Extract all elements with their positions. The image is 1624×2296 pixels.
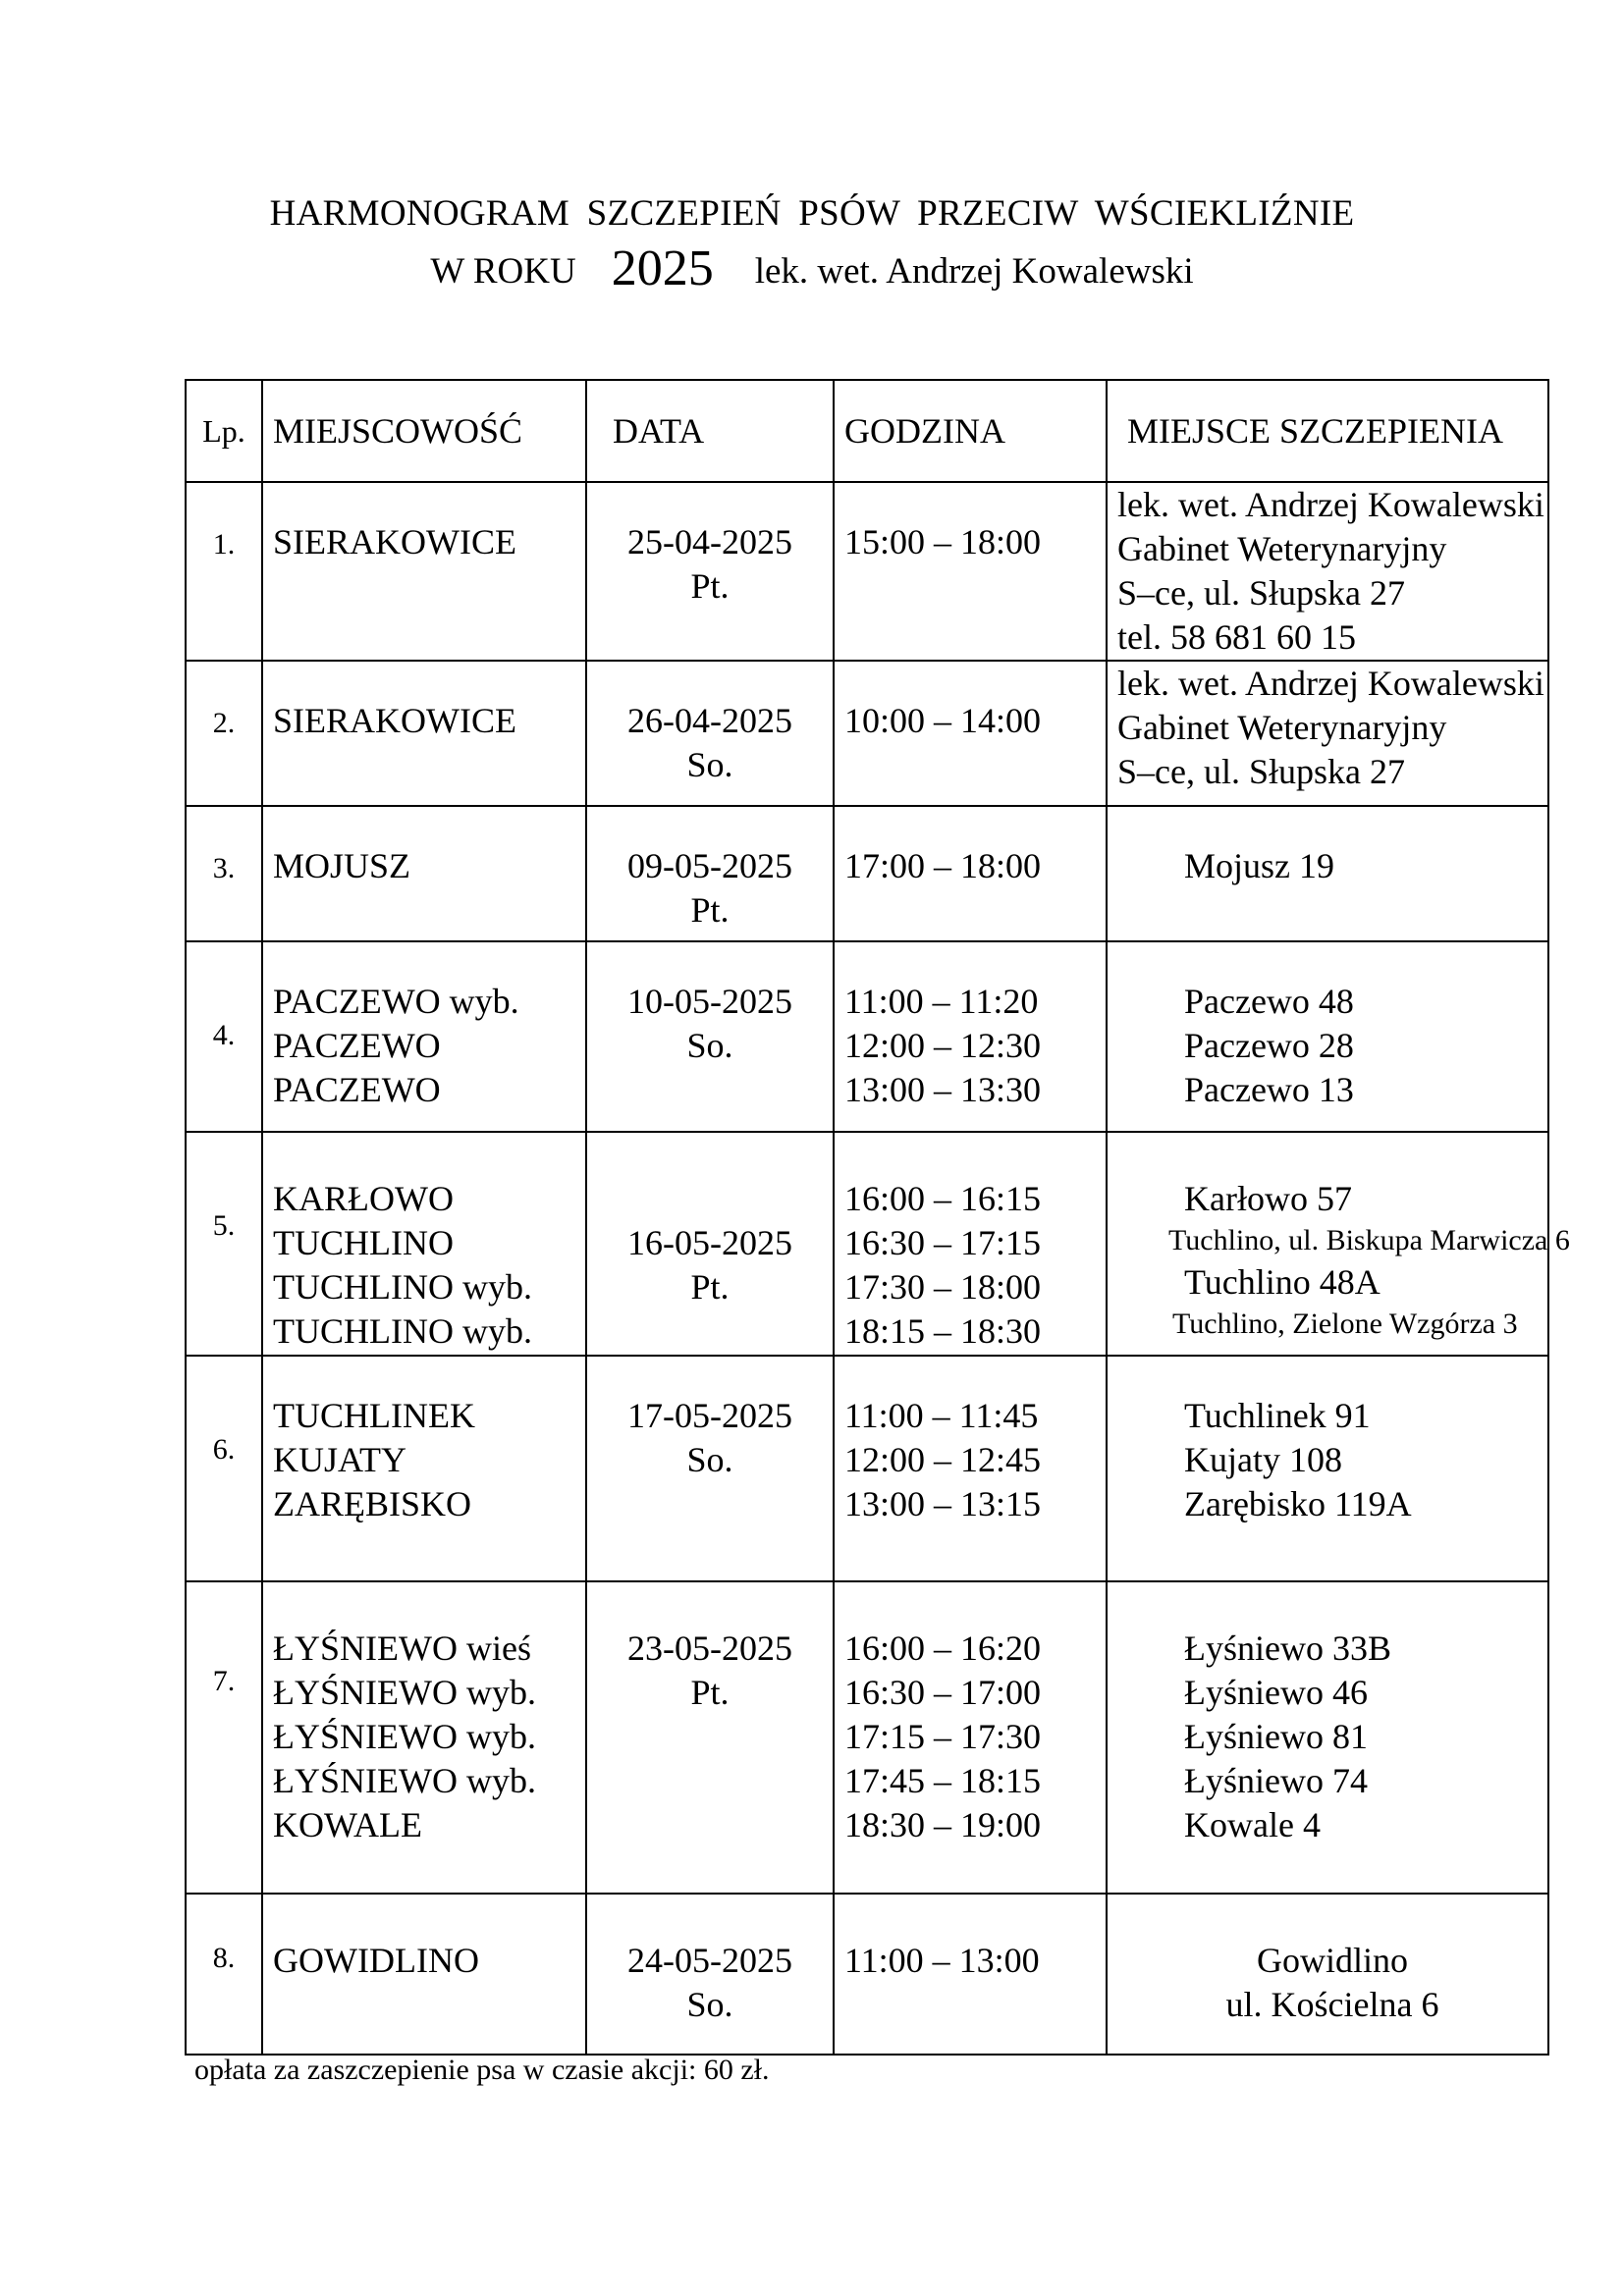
date-value: 25-04-2025 bbox=[627, 522, 792, 561]
table-row bbox=[186, 1581, 1548, 1894]
date-value: 23-05-2025 bbox=[627, 1629, 792, 1668]
fee-note: opłata za zaszczepienie psa w czasie akcji: 60 zł. bbox=[194, 2054, 770, 2086]
time-slot: 17:30 – 18:00 bbox=[844, 1267, 1042, 1307]
row-locations bbox=[262, 482, 586, 661]
year-prefix: W ROKU bbox=[430, 251, 576, 292]
row-places bbox=[1107, 1356, 1548, 1581]
location-name: PACZEWO bbox=[273, 1070, 441, 1109]
location-name: TUCHLINO wyb. bbox=[273, 1267, 532, 1307]
place-name: lek. wet. Andrzej Kowalewski bbox=[1117, 485, 1544, 524]
day-value: Pt. bbox=[690, 1673, 730, 1712]
date-value: 09-05-2025 bbox=[627, 846, 792, 885]
row-locations bbox=[262, 806, 586, 941]
place-name: Karłowo 57 bbox=[1184, 1179, 1352, 1218]
row-places bbox=[1107, 661, 1548, 806]
row-date bbox=[586, 1356, 834, 1581]
table-row bbox=[186, 1894, 1548, 2055]
time-slot: 17:00 – 18:00 bbox=[844, 846, 1042, 885]
time-slot: 13:00 – 13:30 bbox=[844, 1070, 1042, 1109]
row-locations bbox=[262, 1581, 586, 1894]
location-name: ŁYŚNIEWO wyb. bbox=[273, 1673, 536, 1712]
row-number: 7. bbox=[186, 1581, 262, 1894]
row-locations bbox=[262, 1356, 586, 1581]
table-row bbox=[186, 1132, 1548, 1356]
row-places bbox=[1107, 806, 1548, 941]
location-name: SIERAKOWICE bbox=[273, 522, 516, 561]
place-name: Tuchlinek 91 bbox=[1184, 1396, 1371, 1435]
location-name: ŁYŚNIEWO wyb. bbox=[273, 1717, 536, 1756]
location-name: GOWIDLINO bbox=[273, 1941, 479, 1980]
row-times bbox=[834, 1581, 1107, 1894]
place-name: Paczewo 48 bbox=[1184, 982, 1354, 1021]
row-date bbox=[586, 661, 834, 806]
location-name: ZARĘBISKO bbox=[273, 1484, 472, 1523]
row-number: 5. bbox=[186, 1132, 262, 1356]
column-header-location: MIEJSCOWOŚĆ bbox=[262, 380, 586, 482]
day-value: Pt. bbox=[690, 1267, 730, 1307]
place-name: Tuchlino 48A bbox=[1184, 1262, 1380, 1302]
place-name: Zarębisko 119A bbox=[1184, 1484, 1412, 1523]
row-times bbox=[834, 1132, 1107, 1356]
row-places bbox=[1107, 1581, 1548, 1894]
date-value: 26-04-2025 bbox=[627, 701, 792, 740]
location-name: ŁYŚNIEWO wieś bbox=[273, 1629, 531, 1668]
time-slot: 17:15 – 17:30 bbox=[844, 1717, 1042, 1756]
row-number: 2. bbox=[186, 661, 262, 806]
time-slot: 16:00 – 16:15 bbox=[844, 1179, 1042, 1218]
place-name: Kowale 4 bbox=[1184, 1805, 1321, 1844]
row-date bbox=[586, 806, 834, 941]
place-name: Gowidlino bbox=[1256, 1941, 1408, 1980]
place-name: Łyśniewo 33B bbox=[1184, 1629, 1391, 1668]
row-date bbox=[586, 941, 834, 1132]
day-value: Pt. bbox=[690, 566, 730, 606]
place-name: ul. Kościelna 6 bbox=[1225, 1985, 1439, 2024]
time-slot: 18:30 – 19:00 bbox=[844, 1805, 1042, 1844]
row-number: 4. bbox=[186, 941, 262, 1132]
time-slot: 16:00 – 16:20 bbox=[844, 1629, 1042, 1668]
time-slot: 15:00 – 18:00 bbox=[844, 522, 1042, 561]
time-slot: 11:00 – 11:20 bbox=[844, 982, 1039, 1021]
row-locations bbox=[262, 1132, 586, 1356]
place-name: tel. 58 681 60 15 bbox=[1117, 617, 1356, 657]
location-name: TUCHLINO wyb. bbox=[273, 1311, 532, 1351]
place-name: S–ce, ul. Słupska 27 bbox=[1117, 573, 1405, 613]
row-times bbox=[834, 941, 1107, 1132]
row-number: 8. bbox=[186, 1894, 262, 2055]
place-name: Łyśniewo 74 bbox=[1184, 1761, 1368, 1800]
column-header-lp: Lp. bbox=[186, 380, 262, 482]
row-number: 6. bbox=[186, 1356, 262, 1581]
document-title: HARMONOGRAM SZCZEPIEŃ PSÓW PRZECIW WŚCIEKLIŹNIE bbox=[269, 193, 1355, 234]
row-locations bbox=[262, 941, 586, 1132]
row-number: 3. bbox=[186, 806, 262, 941]
row-places bbox=[1107, 1132, 1570, 1356]
location-name: KUJATY bbox=[273, 1440, 407, 1479]
time-slot: 12:00 – 12:30 bbox=[844, 1026, 1042, 1065]
location-name: KOWALE bbox=[273, 1805, 422, 1844]
place-name: Tuchlino, ul. Biskupa Marwicza 6 bbox=[1168, 1224, 1570, 1256]
column-header-place: MIEJSCE SZCZEPIENIA bbox=[1107, 380, 1548, 482]
document-subtitle bbox=[0, 240, 1624, 297]
row-number: 1. bbox=[186, 482, 262, 661]
place-name: Łyśniewo 46 bbox=[1184, 1673, 1368, 1712]
location-name: PACZEWO wyb. bbox=[273, 982, 519, 1021]
place-name: Paczewo 13 bbox=[1184, 1070, 1354, 1109]
day-value: So. bbox=[686, 745, 733, 784]
date-value: 17-05-2025 bbox=[627, 1396, 792, 1435]
place-name: S–ce, ul. Słupska 27 bbox=[1117, 752, 1405, 791]
vaccination-schedule-table bbox=[185, 379, 1570, 2056]
place-name: Gabinet Weterynaryjny bbox=[1117, 708, 1447, 747]
row-times bbox=[834, 1356, 1107, 1581]
table-row bbox=[186, 941, 1548, 1132]
doctor-name: lek. wet. Andrzej Kowalewski bbox=[754, 251, 1194, 292]
location-name: KARŁOWO bbox=[273, 1179, 454, 1218]
day-value: Pt. bbox=[690, 890, 730, 930]
time-slot: 18:15 – 18:30 bbox=[844, 1311, 1042, 1351]
time-slot: 11:00 – 11:45 bbox=[844, 1396, 1039, 1435]
time-slot: 13:00 – 13:15 bbox=[844, 1484, 1042, 1523]
day-value: So. bbox=[686, 1026, 733, 1065]
table-row bbox=[186, 482, 1548, 661]
day-value: So. bbox=[686, 1440, 733, 1479]
place-name: Tuchlino, Zielone Wzgórza 3 bbox=[1172, 1308, 1518, 1340]
table-row bbox=[186, 1356, 1548, 1581]
row-times bbox=[834, 661, 1107, 806]
date-value: 16-05-2025 bbox=[627, 1223, 792, 1262]
row-date bbox=[586, 1581, 834, 1894]
row-date bbox=[586, 1132, 834, 1356]
row-date bbox=[586, 482, 834, 661]
time-slot: 16:30 – 17:00 bbox=[844, 1673, 1042, 1712]
date-value: 24-05-2025 bbox=[627, 1941, 792, 1980]
column-header-date: DATA bbox=[586, 380, 834, 482]
row-times bbox=[834, 482, 1107, 661]
time-slot: 12:00 – 12:45 bbox=[844, 1440, 1042, 1479]
row-date bbox=[586, 1894, 834, 2055]
place-name: Mojusz 19 bbox=[1184, 846, 1334, 885]
location-name: MOJUSZ bbox=[273, 846, 411, 885]
place-name: lek. wet. Andrzej Kowalewski bbox=[1117, 664, 1544, 703]
location-name: SIERAKOWICE bbox=[273, 701, 516, 740]
time-slot: 17:45 – 18:15 bbox=[844, 1761, 1042, 1800]
time-slot: 10:00 – 14:00 bbox=[844, 701, 1042, 740]
time-slot: 16:30 – 17:15 bbox=[844, 1223, 1042, 1262]
location-name: PACZEWO bbox=[273, 1026, 441, 1065]
row-places bbox=[1107, 482, 1548, 661]
row-places bbox=[1107, 1894, 1548, 2055]
location-name: TUCHLINO bbox=[273, 1223, 454, 1262]
day-value: So. bbox=[686, 1985, 733, 2024]
row-locations bbox=[262, 1894, 586, 2055]
time-slot: 11:00 – 13:00 bbox=[844, 1941, 1040, 1980]
table-row bbox=[186, 661, 1548, 806]
row-locations bbox=[262, 661, 586, 806]
table-row bbox=[186, 806, 1548, 941]
place-name: Kujaty 108 bbox=[1184, 1440, 1342, 1479]
location-name: TUCHLINEK bbox=[273, 1396, 475, 1435]
place-name: Paczewo 28 bbox=[1184, 1026, 1354, 1065]
place-name: Łyśniewo 81 bbox=[1184, 1717, 1368, 1756]
row-places bbox=[1107, 941, 1548, 1132]
row-times bbox=[834, 806, 1107, 941]
year: 2025 bbox=[611, 240, 714, 296]
table-header-row bbox=[186, 380, 1548, 482]
place-name: Gabinet Weterynaryjny bbox=[1117, 529, 1447, 568]
column-header-time: GODZINA bbox=[834, 380, 1107, 482]
location-name: ŁYŚNIEWO wyb. bbox=[273, 1761, 536, 1800]
date-value: 10-05-2025 bbox=[627, 982, 792, 1021]
row-times bbox=[834, 1894, 1107, 2055]
